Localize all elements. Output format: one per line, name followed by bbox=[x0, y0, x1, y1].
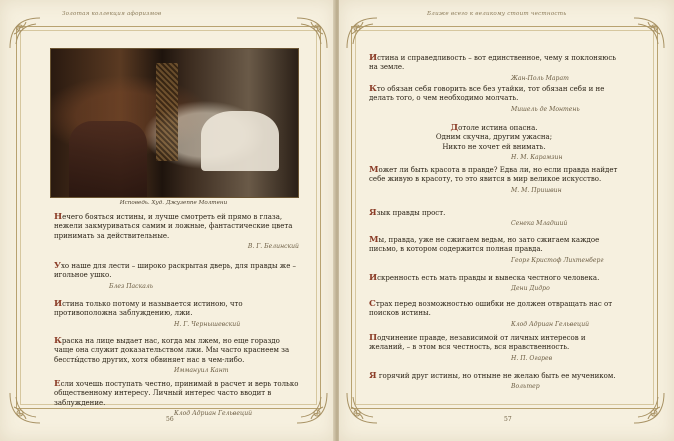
quote-text: скренность есть мать правды и вывеска честного человека. bbox=[377, 274, 600, 282]
drop-initial: Я bbox=[369, 208, 377, 218]
drop-initial: П bbox=[369, 333, 378, 343]
quote-text: хо наше для лести – широко раскрытая дверь, для правды же – игольное ушко. bbox=[54, 262, 297, 280]
drop-initial: Н bbox=[54, 212, 63, 222]
poem-block bbox=[369, 124, 619, 163]
corner-ornament-icon bbox=[630, 14, 668, 52]
quote-block bbox=[369, 166, 619, 195]
poem-line: Одним скучна, другим ужасна; bbox=[435, 133, 553, 142]
drop-initial: М bbox=[369, 235, 379, 245]
drop-initial: И bbox=[54, 299, 63, 309]
quote-text: горячий друг истины, но отныне не желаю быть ее мучеником. bbox=[376, 372, 616, 380]
corner-ornament-icon bbox=[343, 14, 381, 52]
quote-text: сли хочешь поступать честно, принимай в расчет и верь только общественному интересу. Личный интерес часто вводит в заблуждение. bbox=[54, 380, 299, 407]
running-header: Ближе всего к великому стоит честность bbox=[427, 11, 567, 17]
poem-line: отоле истина опасна. bbox=[458, 124, 538, 132]
image-caption: Исповедь. Худ. Джузеппе Молтени bbox=[119, 200, 228, 206]
quote-block bbox=[369, 274, 619, 294]
quote-author: М. М. Пришвин bbox=[511, 186, 562, 194]
page-number: 57 bbox=[504, 416, 512, 423]
quote-block bbox=[54, 337, 299, 376]
quote-text: стина и справедливость – вот единственное, чему я поклоняюсь на земле. bbox=[369, 54, 617, 72]
corner-ornament-icon bbox=[630, 389, 668, 427]
quote-block bbox=[369, 300, 619, 329]
quote-author: Георг Кристоф Лихтенберг bbox=[511, 256, 604, 264]
quote-author: В. Г. Белинский bbox=[247, 243, 299, 251]
left-page bbox=[0, 0, 335, 441]
drop-initial: И bbox=[369, 53, 378, 63]
page-number: 56 bbox=[166, 416, 174, 423]
quote-author: Дени Дидро bbox=[511, 285, 550, 293]
quote-author: Н. П. Огарев bbox=[511, 354, 553, 362]
quote-text: то обязан себя говорить все без утайки, тот обязан себя и не делать того, о чем необходимо молчать. bbox=[369, 85, 605, 103]
quote-text: ожет ли быть красота в правде? Едва ли, но если правда найдет себе живую в красоту, то это явится в мир великое искусство. bbox=[369, 166, 618, 184]
quote-author: Клод Адриан Гельвеций bbox=[511, 320, 590, 328]
quote-author: Н. М. Карамзин bbox=[511, 154, 563, 162]
drop-initial: К bbox=[54, 336, 62, 346]
drop-initial: Я bbox=[369, 371, 377, 381]
running-header: Золотая коллекция афоризмов bbox=[62, 11, 162, 17]
quote-block bbox=[369, 85, 619, 114]
drop-initial: Е bbox=[54, 379, 61, 389]
poem-line: Никто не хочет ей внимать. bbox=[442, 142, 546, 151]
quote-text: одчинение правде, независимой от личных интересов и желаний, – в этом вся честность, вся нравственность. bbox=[369, 334, 586, 352]
corner-ornament-icon bbox=[6, 389, 44, 427]
corner-ornament-icon bbox=[6, 14, 44, 52]
quote-block bbox=[54, 380, 299, 419]
quote-block bbox=[54, 213, 299, 252]
quote-text: раска на лице выдает нас, когда мы лжем, но еще гораздо чаще она служит доказательством лжи. Мы часто краснеем за бессты́дство других, хотя обвиняет нас в чем-либо. bbox=[54, 337, 290, 364]
quote-text: трах перед возможностью ошибки не должен отвращать нас от поисков истины. bbox=[369, 300, 613, 318]
quote-author: Иммануил Кант bbox=[174, 367, 229, 375]
quote-block bbox=[369, 334, 619, 363]
drop-initial: Д bbox=[450, 123, 459, 133]
drop-initial: И bbox=[369, 273, 378, 283]
drop-initial: М bbox=[369, 165, 379, 175]
quote-author: Вольтер bbox=[511, 383, 540, 391]
quote-author: Клод Адриан Гельвеций bbox=[174, 410, 253, 418]
corner-ornament-icon bbox=[343, 389, 381, 427]
illustration-image bbox=[50, 48, 299, 198]
quote-block bbox=[369, 54, 619, 83]
quote-text: ечего бояться истины, и лучше смотреть ей прямо в глаза, нежели закмуриваться самим и ложные, фантастические цвета принимать за действительные. bbox=[54, 213, 293, 240]
quote-author: Жан-Поль Марат bbox=[511, 74, 569, 82]
quote-author: Блез Паскаль bbox=[109, 282, 154, 290]
quote-block bbox=[369, 372, 619, 392]
drop-initial: С bbox=[369, 299, 376, 309]
quote-text: зык правды прост. bbox=[376, 209, 446, 217]
quote-block bbox=[369, 209, 619, 229]
quote-block bbox=[54, 300, 299, 329]
confessional-grille bbox=[156, 63, 178, 161]
quote-block bbox=[369, 236, 619, 265]
quote-author: Мишель де Монтень bbox=[511, 105, 580, 113]
right-page bbox=[339, 0, 674, 441]
quote-text: стина только потому и называется истиною, что противоположна заблуждению, лжи. bbox=[54, 300, 243, 318]
drop-initial: У bbox=[54, 261, 61, 271]
quote-author: Сенека Младший bbox=[511, 220, 568, 228]
corner-ornament-icon bbox=[293, 14, 331, 52]
drop-initial: К bbox=[369, 84, 377, 94]
quote-author: Н. Г. Чернышевский bbox=[174, 320, 241, 328]
figure-priest bbox=[201, 111, 279, 171]
quote-block bbox=[54, 262, 299, 291]
quote-text: ы, правда, уже не сжигаем ведьм, но зато сжигаем каждое письмо, в котором содержится полная правда. bbox=[369, 236, 600, 254]
figure-woman bbox=[69, 121, 147, 197]
